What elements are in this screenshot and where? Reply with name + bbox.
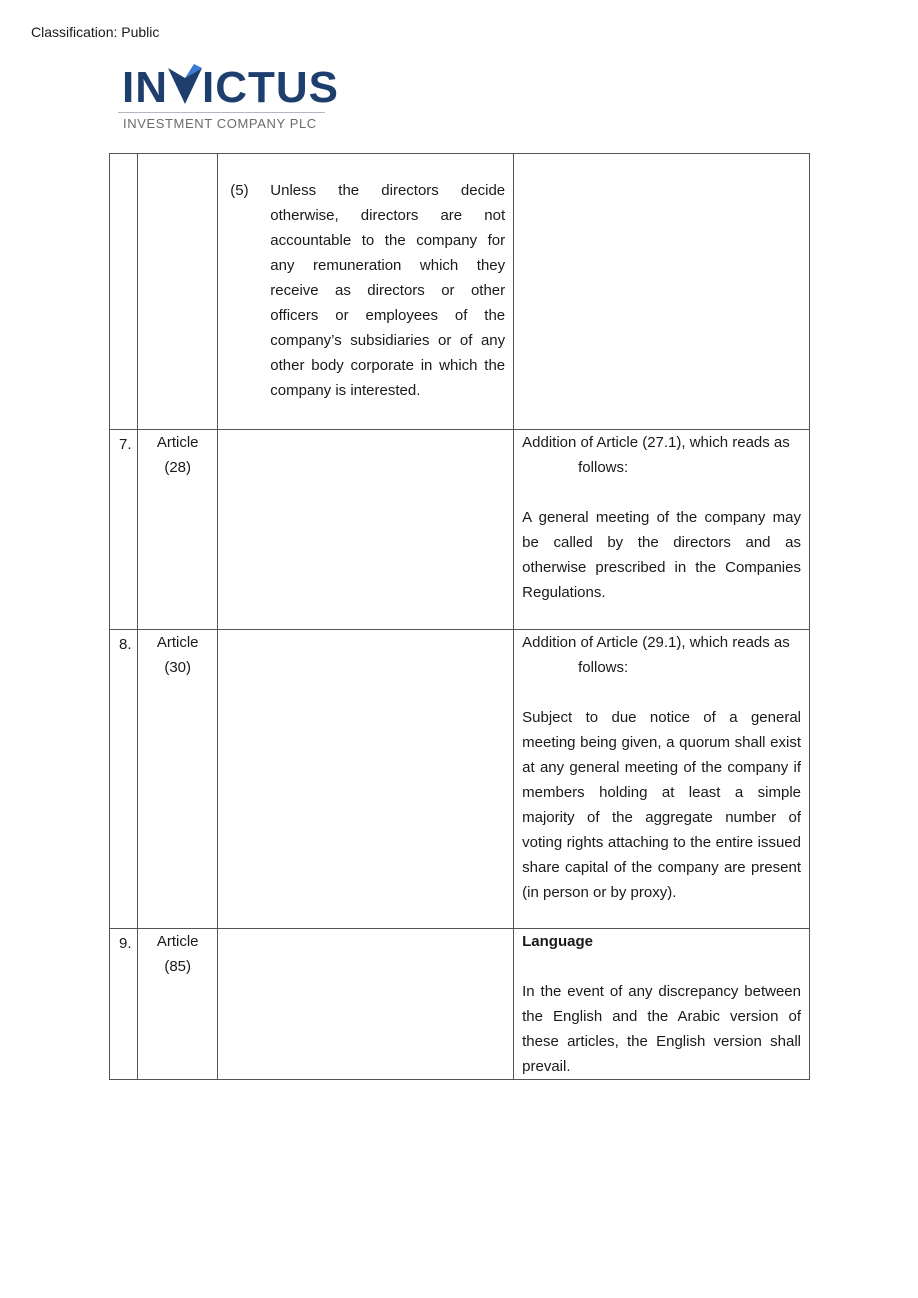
table-row — [110, 430, 810, 630]
row-number: 9. — [110, 929, 138, 1080]
logo-divider — [118, 112, 325, 113]
clause-number: (5) — [230, 182, 249, 199]
article-cell — [138, 430, 218, 630]
current-text-cell — [218, 630, 514, 929]
amendment-text: Subject to due notice of a general meeting being given, a quorum shall exist at any general meeting of the company if members holding at least a simple majority of the aggregate number of voting rights attaching to the entire issued share capital of the company are present (in person or by proxy). — [522, 709, 801, 901]
row-number-cell — [110, 154, 138, 430]
amended-text-cell — [514, 929, 810, 1080]
company-logo — [118, 62, 339, 136]
article-cell — [138, 929, 218, 1080]
table-row — [110, 929, 810, 1080]
table-row — [110, 154, 810, 430]
logo-subtitle: INVESTMENT COMPANY PLC — [123, 116, 317, 131]
row-number: 8. — [110, 630, 138, 929]
amendment-intro-cont: follows: — [578, 459, 629, 476]
amended-text-cell — [514, 430, 810, 630]
amendment-intro: Addition of Article (29.1), which reads as — [522, 634, 790, 651]
article-word: Article — [156, 634, 199, 651]
amendment-intro: Addition of Article (27.1), which reads as — [522, 434, 790, 451]
article-ref: (28) — [164, 459, 192, 476]
amendment-text: In the event of any discrepancy between the English and the Arabic version of these articles, the English version shall prevail. — [522, 983, 801, 1075]
current-text-cell — [218, 154, 514, 430]
article-cell — [138, 630, 218, 929]
amendment-intro-cont: follows: — [578, 659, 629, 676]
article-ref: (85) — [164, 958, 192, 975]
article-cell — [138, 154, 218, 430]
article-word: Article — [156, 933, 199, 950]
current-text-cell — [218, 929, 514, 1080]
logo-v-mark-icon — [168, 64, 202, 104]
amended-text-cell — [514, 630, 810, 929]
amendment-heading: Language — [522, 933, 593, 950]
current-text-cell — [218, 430, 514, 630]
article-ref: (30) — [164, 659, 192, 676]
article-word: Article — [156, 434, 199, 451]
row-number: 7. — [110, 430, 138, 630]
amended-text-cell — [514, 154, 810, 430]
table-row — [110, 630, 810, 929]
amendment-text: A general meeting of the company may be called by the directors and as otherwise prescribed in the Companies Regulations. — [522, 509, 801, 601]
amendments-table — [109, 153, 810, 1080]
clause-text: Unless the directors decide otherwise, directors are not accountable to the company for any remuneration which they receive as directors or other officers or employees of the company’s subsidiaries or of any other body corporate in which the company is interested. — [270, 182, 506, 399]
classification-label: Classification: Public — [31, 24, 160, 40]
logo-wordmark: IN ICTUS — [122, 63, 339, 112]
